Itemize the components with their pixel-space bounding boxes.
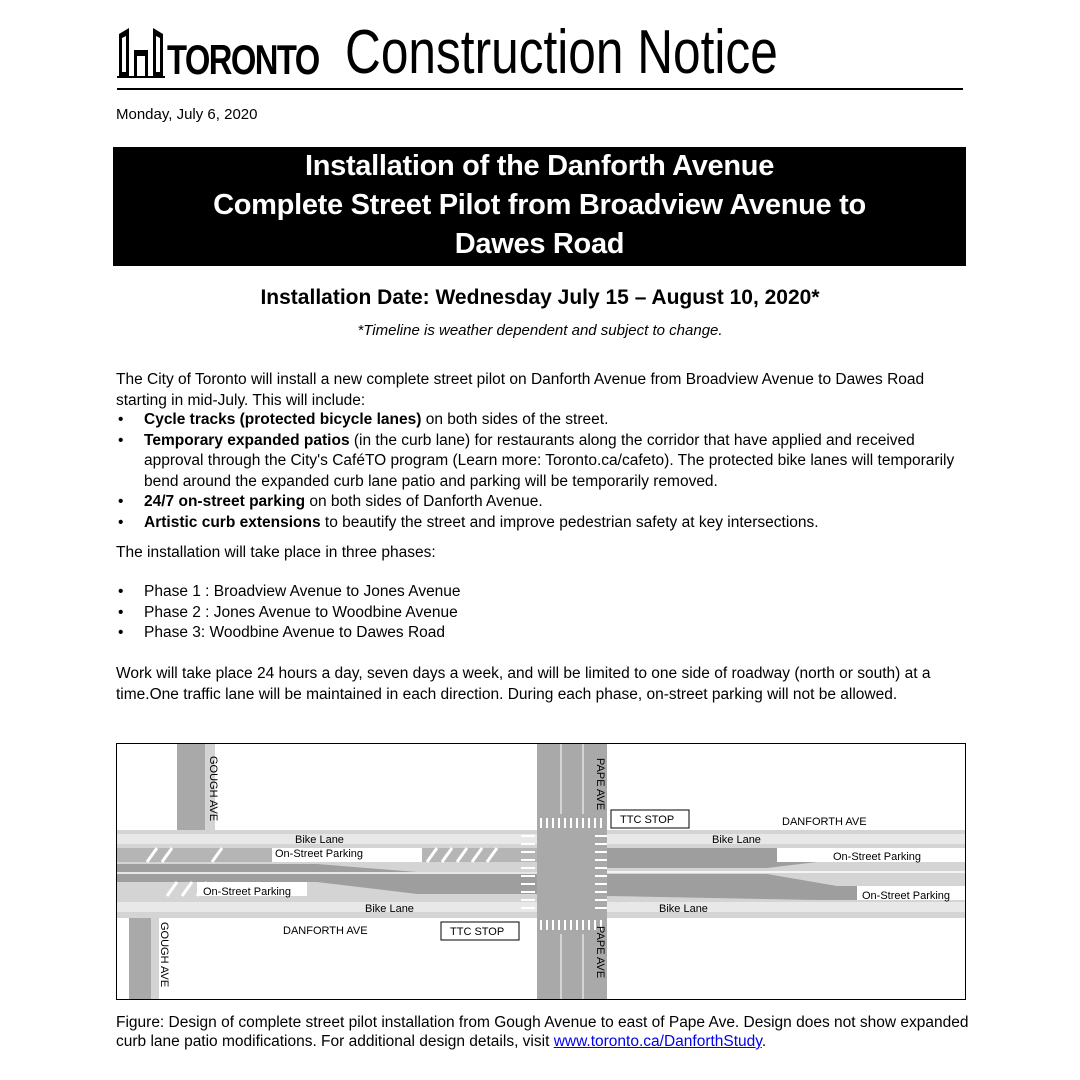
street-design-map xyxy=(116,743,966,1000)
installation-date: Installation Date: Wednesday July 15 – August 10, 2020* xyxy=(260,286,820,309)
gough-north-label: GOUGH AVE xyxy=(207,756,219,822)
feature-bold: 24/7 on-street parking xyxy=(144,493,306,510)
parking-se-label: On-Street Parking xyxy=(862,890,951,902)
feature-bold: Cycle tracks (protected bicycle lanes) xyxy=(144,411,422,428)
gough-south-label: GOUGH AVE xyxy=(158,922,170,988)
banner-line: Dawes Road xyxy=(454,228,625,260)
ttc-stop-south-label: TTC STOP xyxy=(450,926,505,938)
map-drawing xyxy=(117,744,966,1000)
timeline-note: *Timeline is weather dependent and subject to change. xyxy=(357,322,723,339)
list-item xyxy=(116,492,966,513)
banner-line: Installation of the Danforth Avenue xyxy=(304,150,775,182)
list-item xyxy=(116,410,966,431)
banner-line: Complete Street Pilot from Broadview Avenue to xyxy=(213,189,866,221)
parking-nw-label: On-Street Parking xyxy=(275,848,364,860)
feature-bold: Temporary expanded patios xyxy=(144,431,350,449)
danforth-west-label: DANFORTH AVE xyxy=(283,925,368,937)
notice-title: Construction Notice xyxy=(345,18,778,87)
list-item: • Phase 3: Woodbine Avenue to Dawes Road xyxy=(116,623,966,644)
pape-south-label: PAPE AVE xyxy=(594,926,606,979)
features-list xyxy=(116,410,966,533)
toronto-logo-text: TORONTO xyxy=(167,36,319,83)
feature-bold: Artistic curb extensions xyxy=(144,513,321,531)
title-banner xyxy=(113,147,966,266)
toronto-city-hall-logo-icon xyxy=(117,22,165,78)
caption-suffix: . xyxy=(761,1033,767,1050)
parking-sw-label: On-Street Parking xyxy=(203,886,292,898)
work-info-paragraph: Work will take place 24 hours a day, seven days a week, and will be limited to one side of roadway (north or south) at a time.One traffic lane will be maintained in each direction. During each phase, on-street parking will not be allowed. xyxy=(116,665,931,703)
caption-text: Figure: Design of complete street pilot installation from Gough Avenue to east of Pape Ave. Design does not show expanded curb lane patio modifications. For additional design details, visit xyxy=(116,1014,969,1050)
feature-text: to beautify the street and improve pedestrian safety at key intersections. xyxy=(320,513,819,531)
feature-text: on both sides of Danforth Avenue. xyxy=(305,493,543,510)
header xyxy=(117,18,963,90)
bike-lane-sw-label: Bike Lane xyxy=(365,903,414,915)
bike-lane-nw-label: Bike Lane xyxy=(295,834,344,846)
feature-text: on both sides of the street. xyxy=(421,411,609,428)
list-item: • Phase 1 : Broadview Avenue to Jones Avenue xyxy=(116,582,966,603)
parking-ne-label: On-Street Parking xyxy=(833,851,922,863)
bike-lane-ne-label: Bike Lane xyxy=(712,834,761,846)
list-item: • Phase 2 : Jones Avenue to Woodbine Avenue xyxy=(116,603,966,624)
list-item xyxy=(116,431,966,493)
notice-date: Monday, July 6, 2020 xyxy=(116,106,258,123)
list-item xyxy=(116,513,966,534)
danforth-east-label: DANFORTH AVE xyxy=(782,816,867,828)
phases-intro: The installation will take place in three phases: xyxy=(116,544,436,561)
ttc-stop-north-label: TTC STOP xyxy=(620,814,675,826)
bike-lane-se-label: Bike Lane xyxy=(659,903,708,915)
feature-text: (in the curb lane) for restaurants along the corridor that have applied and received approval through the City's CaféTO program (Learn more: Toronto.ca/cafeto). The protected bike lanes will temporarily bend around the expanded curb lane patio and parking will be temporarily removed. xyxy=(144,431,955,490)
danforth-study-link[interactable]: www.toronto.ca/DanforthStudy xyxy=(553,1033,762,1050)
figure-caption xyxy=(116,1013,976,1051)
phases-list xyxy=(116,582,966,644)
intro-paragraph: The City of Toronto will install a new complete street pilot on Danforth Avenue from Broadview Avenue to Dawes Road starting in mid-July. This will include: xyxy=(116,371,925,409)
pape-north-label: PAPE AVE xyxy=(594,758,606,811)
